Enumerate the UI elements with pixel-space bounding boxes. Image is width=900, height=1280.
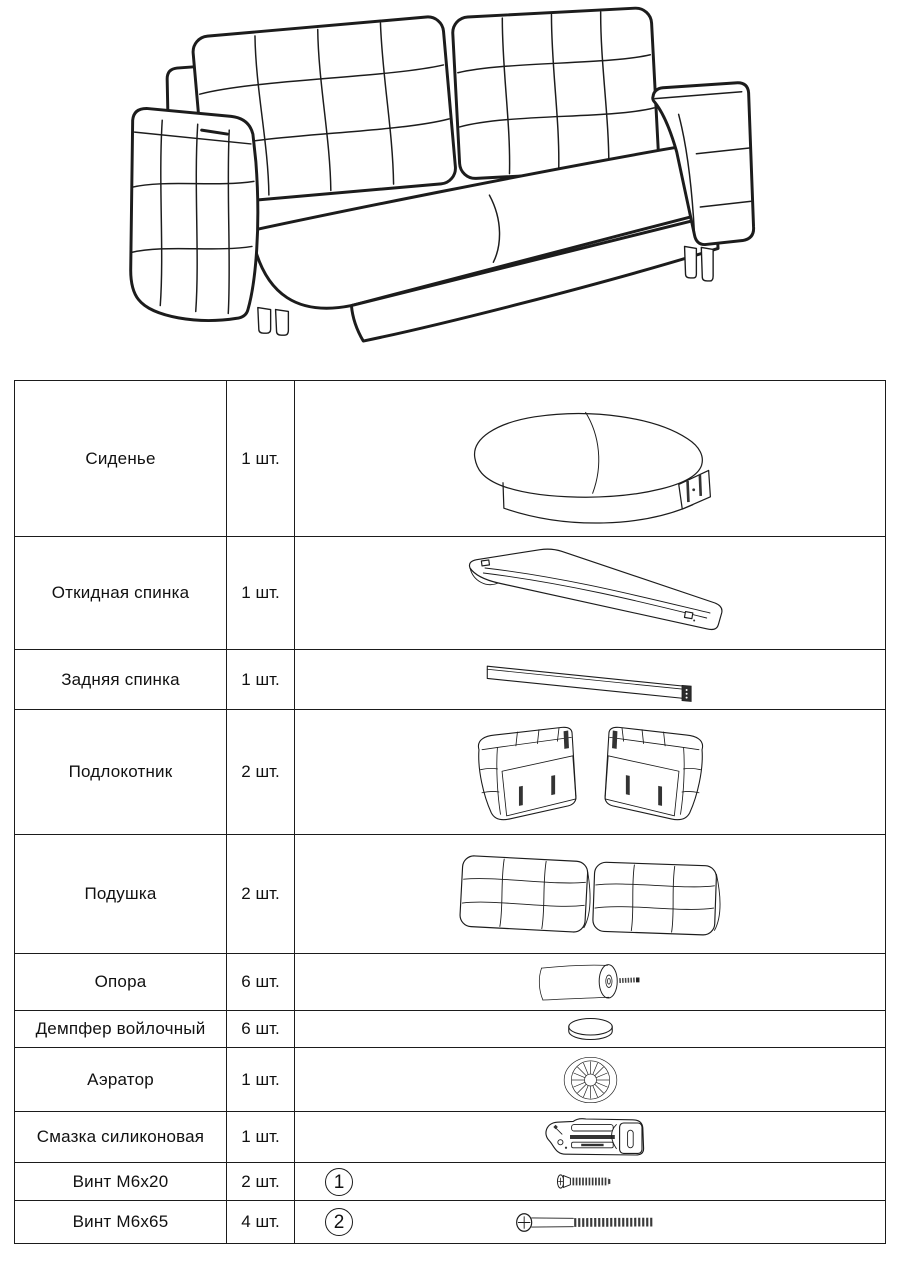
part-qty: 2 шт. xyxy=(227,1163,295,1201)
table-row xyxy=(15,835,886,954)
part-marker-2: 2 xyxy=(325,1208,353,1236)
aerator-illustration xyxy=(557,1050,624,1110)
table-row xyxy=(15,381,886,537)
part-qty: 6 шт. xyxy=(227,1011,295,1048)
table-row xyxy=(15,710,886,835)
screw-m6x20-illustration xyxy=(548,1171,632,1192)
table-row xyxy=(15,1163,886,1201)
part-figure-cell xyxy=(295,650,886,710)
table-row xyxy=(15,954,886,1011)
part-qty: 2 шт. xyxy=(227,835,295,954)
part-figure-cell xyxy=(295,1048,886,1112)
part-qty: 1 шт. xyxy=(227,537,295,650)
part-name: Винт М6х20 xyxy=(15,1163,227,1201)
leg-illustration xyxy=(526,957,655,1007)
sofa-right-back-cushion xyxy=(452,7,659,179)
part-name: Аэратор xyxy=(15,1048,227,1112)
part-qty: 1 шт. xyxy=(227,650,295,710)
part-figure-cell xyxy=(295,954,886,1011)
part-figure-cell xyxy=(295,1201,886,1244)
felt-damper-illustration xyxy=(559,1014,622,1044)
part-figure-cell xyxy=(295,1112,886,1163)
parts-table xyxy=(14,380,886,1244)
folding-backrest-illustration xyxy=(440,543,740,643)
silicone-grease-illustration xyxy=(530,1115,650,1159)
part-figure-cell xyxy=(295,1163,886,1201)
rear-panel-illustration xyxy=(475,657,705,703)
armrest-pair-illustration xyxy=(448,722,733,822)
part-qty: 1 шт. xyxy=(227,1048,295,1112)
table-row xyxy=(15,1112,886,1163)
part-name: Опора xyxy=(15,954,227,1011)
table-row xyxy=(15,1201,886,1244)
table-row xyxy=(15,1048,886,1112)
part-name: Задняя спинка xyxy=(15,650,227,710)
sofa-front-leg xyxy=(276,310,289,336)
part-marker-1: 1 xyxy=(325,1168,353,1196)
part-qty: 2 шт. xyxy=(227,710,295,835)
table-row xyxy=(15,1011,886,1048)
part-name: Демпфер войлочный xyxy=(15,1011,227,1048)
part-name: Сиденье xyxy=(15,381,227,537)
table-row xyxy=(15,650,886,710)
sofa-illustration xyxy=(105,4,795,344)
part-figure-cell xyxy=(295,835,886,954)
part-name: Винт М6х65 xyxy=(15,1201,227,1244)
table-row xyxy=(15,537,886,650)
part-figure-cell xyxy=(295,1011,886,1048)
part-name: Откидная спинка xyxy=(15,537,227,650)
sofa-right-leg xyxy=(701,247,713,281)
part-figure-cell xyxy=(295,537,886,650)
part-name: Смазка силиконовая xyxy=(15,1112,227,1163)
sofa-left-armrest xyxy=(131,108,258,320)
cushion-pair-illustration xyxy=(450,848,730,940)
part-name: Подлокотник xyxy=(15,710,227,835)
sofa-front-leg xyxy=(258,308,271,334)
seat-illustration xyxy=(445,393,735,525)
part-qty: 6 шт. xyxy=(227,954,295,1011)
part-qty: 4 шт. xyxy=(227,1201,295,1244)
part-name: Подушка xyxy=(15,835,227,954)
sofa-right-leg xyxy=(685,246,697,278)
part-figure-cell xyxy=(295,710,886,835)
screw-m6x65-illustration xyxy=(510,1210,670,1235)
part-figure-cell xyxy=(295,381,886,537)
part-qty: 1 шт. xyxy=(227,1112,295,1163)
part-qty: 1 шт. xyxy=(227,381,295,537)
